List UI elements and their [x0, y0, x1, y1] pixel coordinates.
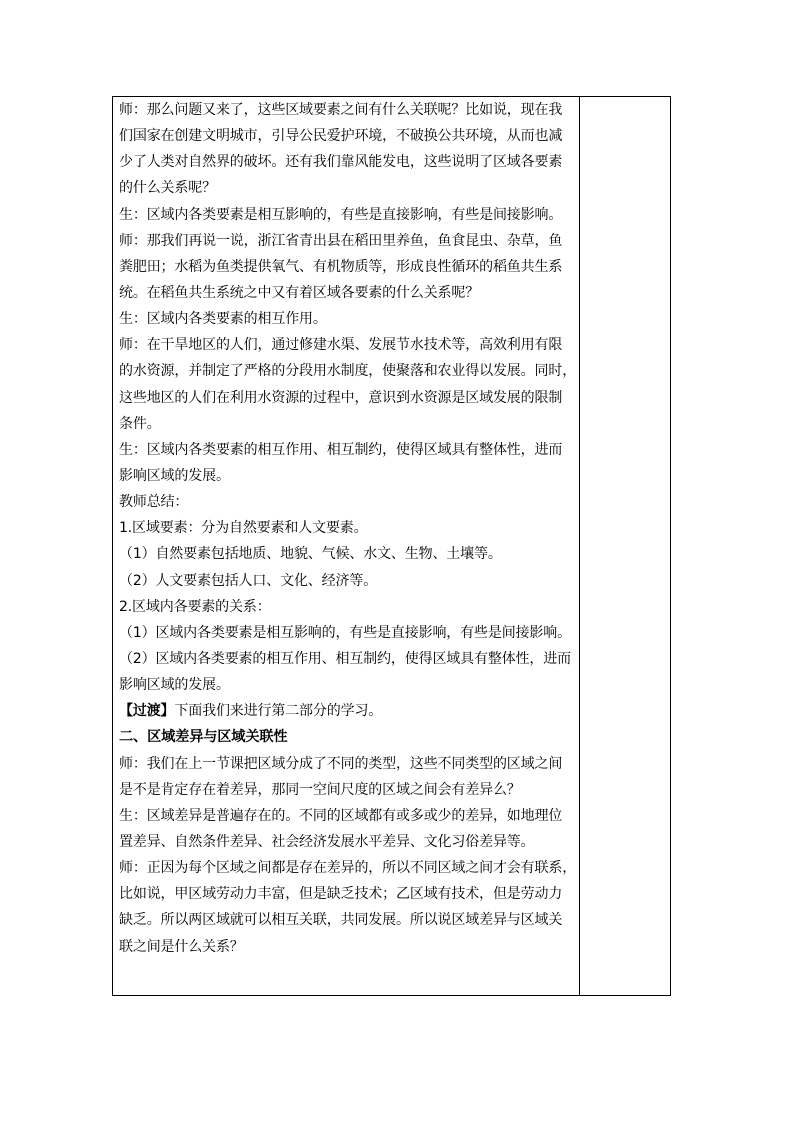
text-line: （1）自然要素包括地质、地貌、气候、水文、生物、土壤等。 — [119, 546, 502, 563]
text-line: 影响区域的发展。 — [119, 467, 230, 484]
text-line: 缺乏。所以两区域就可以相互关联，共同发展。所以说区域差异与区域关 — [119, 912, 563, 929]
text-line: 这些地区的人们在利用水资源的过程中，意识到水资源是区域发展的限制 — [119, 389, 563, 406]
lesson-content-cell — [113, 97, 580, 995]
text-line: 师：我们在上一节课把区域分成了不同的类型，这些不同类型的区域之间 — [119, 755, 563, 772]
text-line: 生：区域内各类要素的相互作用、相互制约，使得区域具有整体性，进而 — [119, 441, 563, 458]
text-line: 置差异、自然条件差异、社会经济发展水平差异、文化习俗差异等。 — [119, 833, 535, 850]
text-line: 影响区域的发展。 — [119, 677, 230, 694]
text-line: 生：区域内各类要素是相互影响的，有些是直接影响，有些是间接影响。 — [119, 206, 563, 223]
text-line: （2）区域内各类要素的相互作用、相互制约，使得区域具有整体性，进而 — [119, 650, 571, 667]
text-line: （1）区域内各类要素是相互影响的，有些是直接影响，有些是间接影响。 — [119, 624, 571, 641]
lesson-table — [112, 96, 671, 996]
text-line: 2.区域内各要素的关系： — [119, 598, 271, 615]
text-line: 师：正因为每个区域之间都是存在差异的，所以不同区域之间才会有联系， — [119, 860, 577, 877]
text-line: 统。在稻鱼共生系统之中又有着区域各要素的什么关系呢？ — [119, 284, 480, 301]
text-line: 们国家在创建文明城市，引导公民爱护环境，不破换公共环境，从而也减 — [119, 128, 563, 145]
text-line: （2）人文要素包括人口、文化、经济等。 — [119, 572, 378, 589]
text-line: 的水资源，并制定了严格的分段用水制度，使聚落和农业得以发展。同时， — [119, 363, 577, 380]
text-line: 是不是肯定存在着差异，那同一空间尺度的区域之间会有差异么？ — [119, 781, 521, 798]
text-line: 比如说，甲区域劳动力丰富，但是缺乏技术；乙区域有技术，但是劳动力 — [119, 886, 563, 903]
section-heading: 二、区域差异与区域关联性 — [119, 729, 288, 746]
text-line: 生：区域差异是普遍存在的。不同的区域都有或多或少的差异，如地理位 — [119, 807, 563, 824]
text-line: 师：在干旱地区的人们，通过修建水渠、发展节水技术等，高效利用有限 — [119, 337, 563, 354]
transition-tag: 【过渡】 — [119, 703, 175, 720]
notes-cell — [580, 97, 670, 995]
text-line: 师：那我们再说一说，浙江省青出县在稻田里养鱼，鱼食昆虫、杂草，鱼 — [119, 232, 563, 249]
text-line: 1.区域要素：分为自然要素和人文要素。 — [119, 520, 368, 537]
text-line: 生：区域内各类要素的相互作用。 — [119, 311, 327, 328]
transition-text: 下面我们来进行第二部分的学习。 — [174, 703, 383, 720]
transition-line — [119, 698, 573, 724]
text-line: 教师总结： — [119, 494, 189, 511]
text-line: 联之间是什么关系？ — [119, 938, 244, 955]
text-line: 少了人类对自然界的破坏。还有我们靠风能发电，这些说明了区域各要素 — [119, 154, 563, 171]
text-line: 师：那么问题又来了，这些区域要素之间有什么关联呢？比如说，现在我 — [119, 102, 563, 118]
text-line: 条件。 — [119, 415, 161, 432]
text-line: 粪肥田；水稻为鱼类提供氧气、有机物质等，形成良性循环的稻鱼共生系 — [119, 258, 563, 275]
text-line: 的什么关系呢？ — [119, 180, 216, 197]
